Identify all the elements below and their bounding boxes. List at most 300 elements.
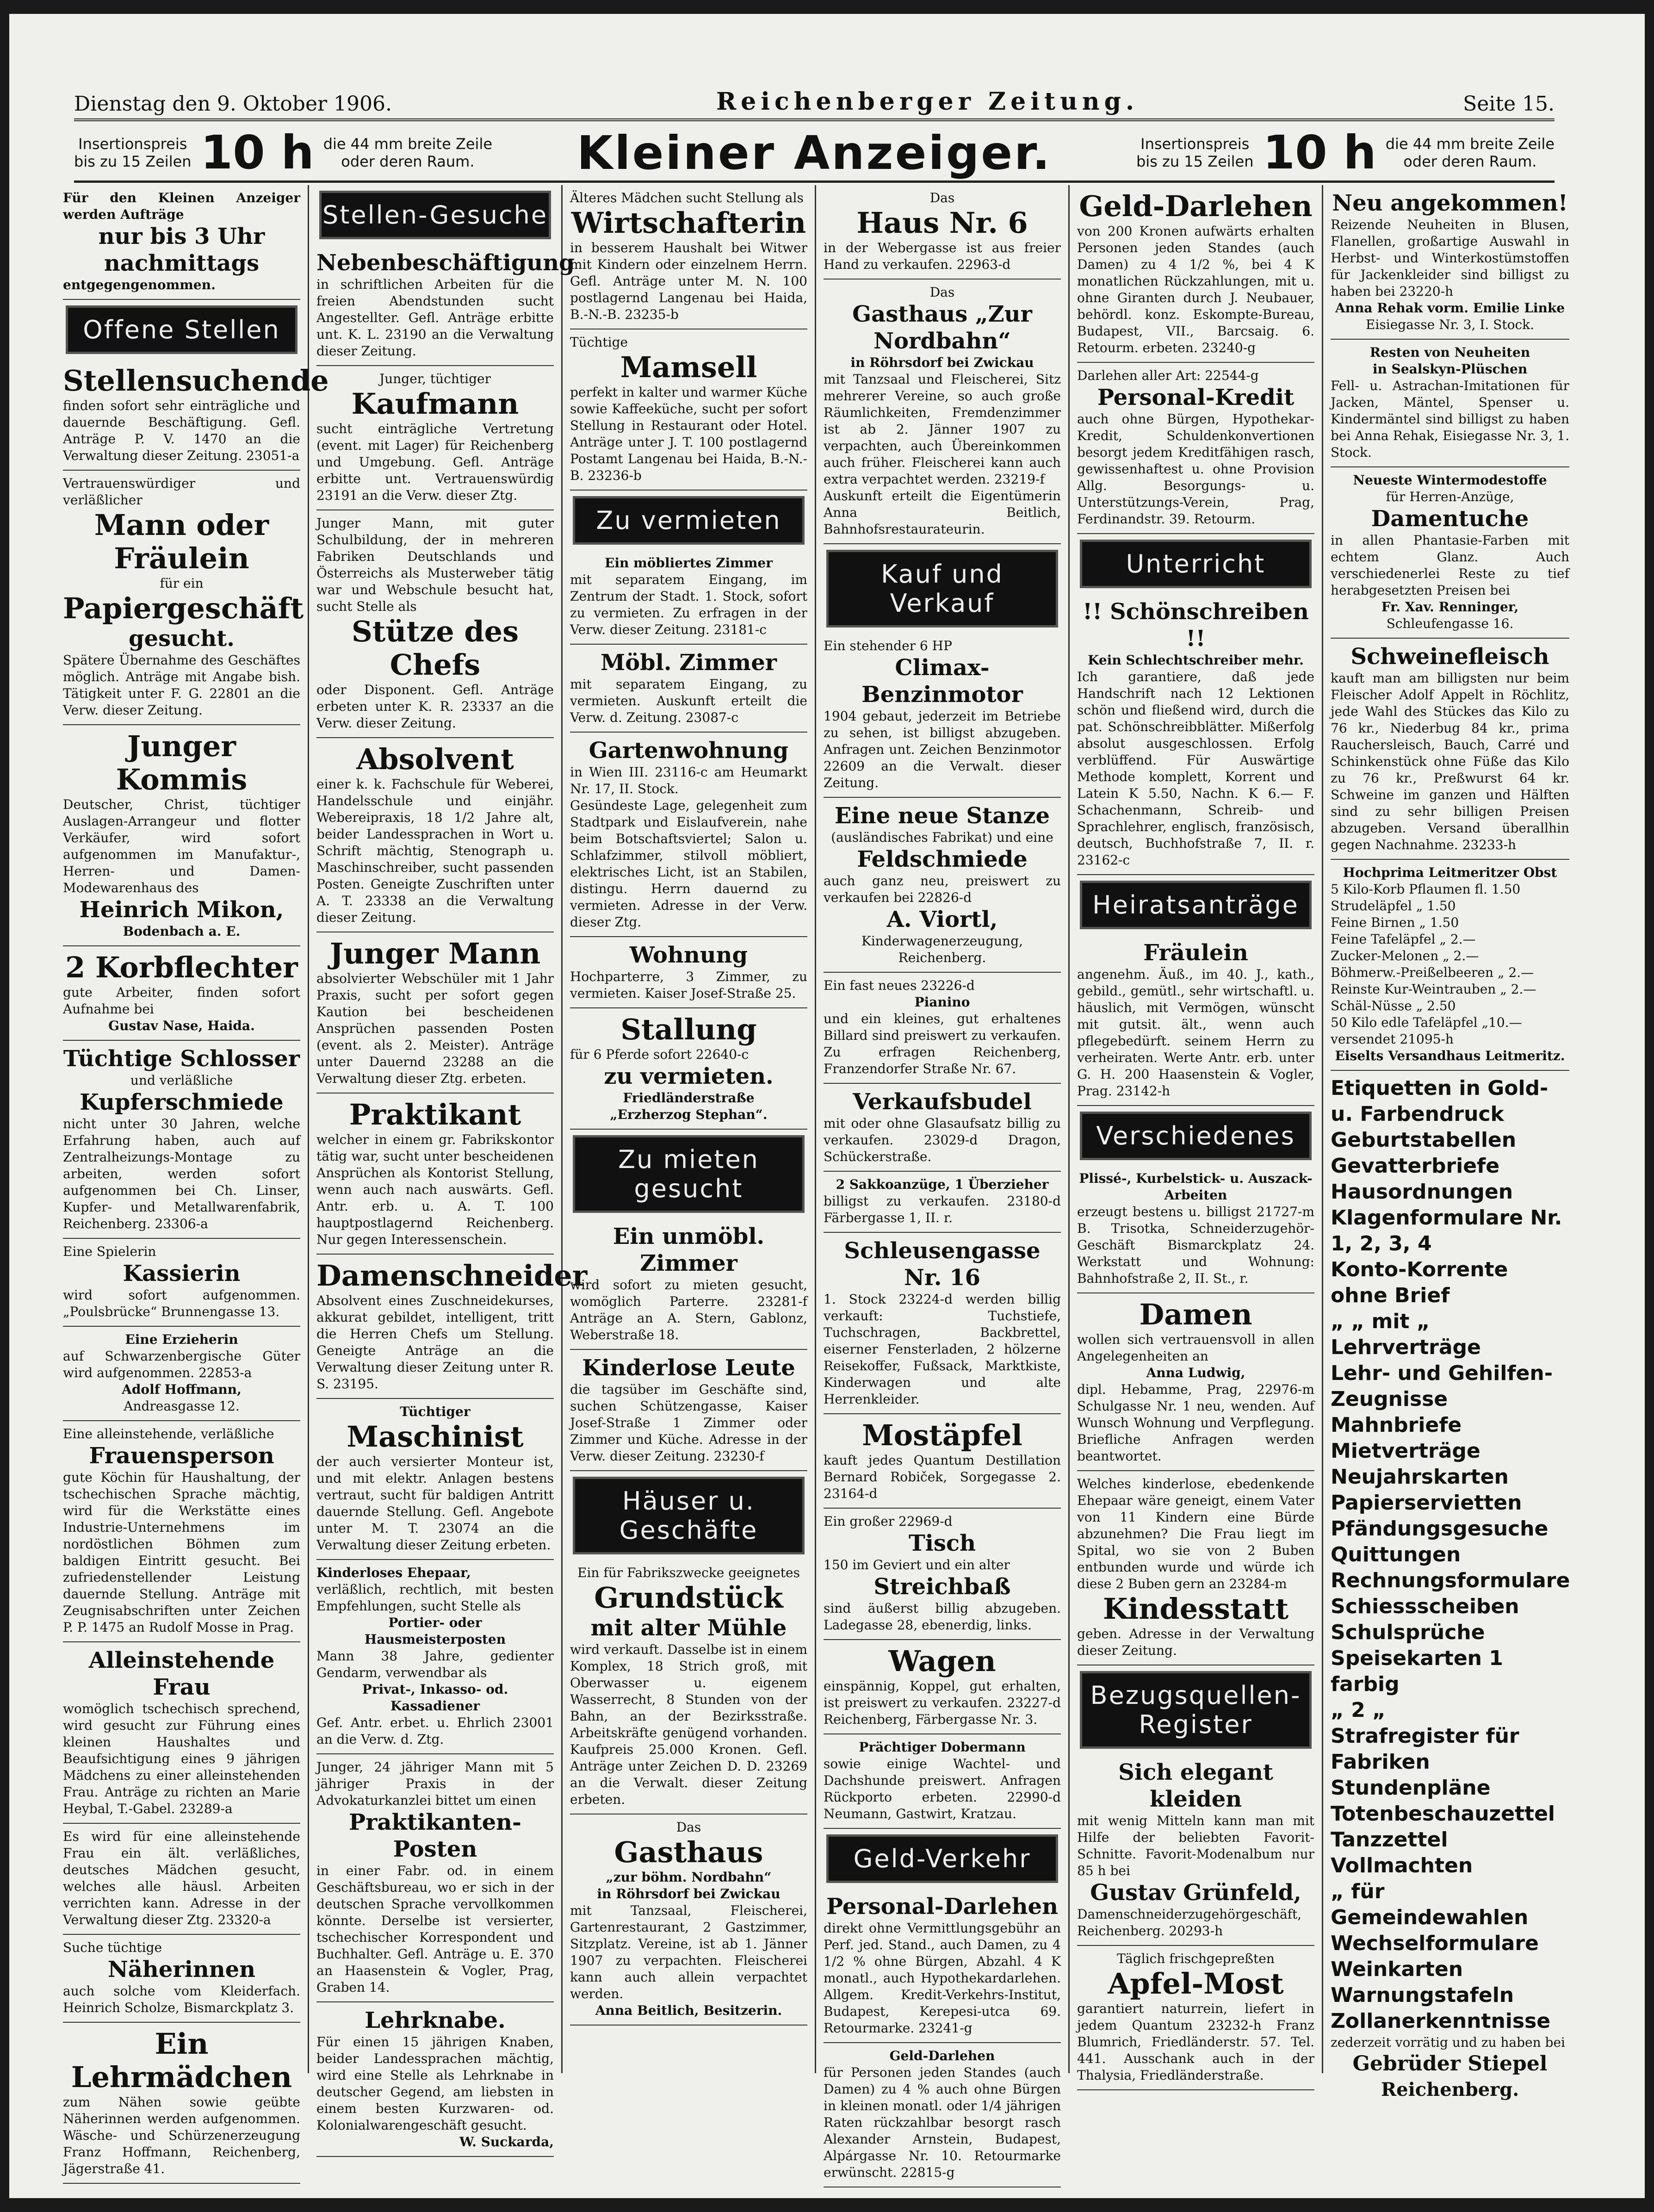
ad-text: der auch versierter Monteur ist, und mit elektr. Anlagen bestens vertraut, sucht für baldigen Antritt dauernde Stellung. Gefl. Angebote unter M. T. 23074 an die Verwaltung dieser Zeitung erbeten. bbox=[316, 1454, 554, 1553]
ad-text: gute Arbeiter, finden sofort Aufnahme bei bbox=[63, 985, 300, 1017]
list-item: Papierservietten bbox=[1331, 1491, 1522, 1515]
ad-text: verläßlich, rechtlich, mit besten Empfehlungen, sucht Stelle als bbox=[316, 1582, 554, 1614]
ad-schleusengasse bbox=[824, 1233, 1061, 1414]
ad-firm: A. Viortl, bbox=[886, 907, 998, 932]
ad-gasthaus-nordbahn bbox=[824, 280, 1061, 544]
ad-tisch bbox=[824, 1509, 1061, 1640]
list-item: Weinkarten bbox=[1331, 1957, 1463, 1981]
price-label: Insertionspreis bbox=[1140, 135, 1250, 153]
list-item: Totenbeschauzettel bbox=[1331, 1802, 1555, 1826]
ad-text: für 6 Pferde sofort 22640-c bbox=[570, 1047, 749, 1062]
ad-text: von 200 Kronen aufwärts erhalten Personen jeden Standes (auch Damen) zu 4 1/2 %, bei 4 K monatlichen Rückzahlungen, mit u. ohne Giranten durch J. Neubauer, behördl. konz. Eskompte-Bureau, Budapest, VII., Barcsaig. 6. Retourm. erbeten. 23240-g bbox=[1077, 224, 1314, 355]
ad-kinderlose-leute bbox=[570, 1350, 807, 1471]
ad-text: wird sofort aufgenommen. „Poulsbrücke“ Brunnengasse 13. bbox=[63, 1287, 300, 1319]
column-1 bbox=[56, 185, 329, 2176]
ad-firm: „Erzherzog Stephan“. bbox=[610, 1107, 768, 1122]
ad-headline: 2 Sakkoanzüge, 1 Überzieher bbox=[836, 1177, 1049, 1192]
ad-headline: Junger Mann bbox=[329, 937, 541, 970]
ad-headline: Fräulein bbox=[1143, 940, 1248, 966]
ad-headline: Plissé-, Kurbelstick- u. Auszack-Arbeiten bbox=[1079, 1171, 1313, 1203]
ad-kassierin bbox=[63, 1239, 300, 1327]
ad-headline: Prächtiger Dobermann bbox=[859, 1740, 1026, 1755]
ad-text: oder Disponent. Gefl. Anträge erbeten unter K. R. 23337 an die Verw. dieser Zeitung. bbox=[316, 682, 554, 731]
ad-text: Eine alleinstehende, verläßliche bbox=[63, 1426, 274, 1442]
ad-headline: in Sealskyn-Plüschen bbox=[1372, 361, 1528, 377]
ad-benzinmotor bbox=[824, 633, 1061, 798]
ad-frauensperson bbox=[63, 1421, 300, 1642]
ad-fraeulein bbox=[1077, 935, 1314, 1106]
ad-text: Tüchtige bbox=[570, 335, 628, 350]
price-item: Reinste Kur-Weintrauben „ 2.— bbox=[1331, 982, 1536, 997]
ad-headline: Personal-Kredit bbox=[1097, 385, 1295, 410]
price-item: Zucker-Melonen „ 2.— bbox=[1331, 948, 1479, 963]
ad-text: wird verkauft. Dasselbe ist in einem Komplex, 18 Strich groß, mit Oberwasser u. eigenem Wasserrecht, 8 Stunden von der Bahn, an der Bezirksstraße. Arbeitskräfte genügend vorhanden. Kaufpreis 25.000 Kronen. Gefl. Anträge unter Zeichen D. D. 23269 an die Verwalt. dieser Zeitung erbeten. bbox=[570, 1642, 807, 1807]
price-amount: 10 h bbox=[1263, 125, 1376, 180]
ad-street: Schleufengasse 16. bbox=[1386, 616, 1514, 631]
list-item: „ 2 „ bbox=[1331, 1698, 1386, 1722]
price-limit: bis zu 15 Zeilen bbox=[1136, 153, 1254, 170]
ad-text: Es wird für eine alleinstehende Frau ein ält. verläßliches, deutsches Mädchen gesucht, welches alle häusl. Arbeiten verrichten kann. Adresse in der Verwaltung dieser Ztg. 23320-a bbox=[63, 1829, 300, 1927]
ad-headline: Frauensperson bbox=[89, 1443, 274, 1469]
list-item: Mahnbriefe bbox=[1331, 1413, 1462, 1437]
list-item: Stundenpläne bbox=[1331, 1776, 1491, 1800]
list-item: Konto-Korrente ohne Brief bbox=[1331, 1258, 1508, 1307]
ad-text: und verläßliche bbox=[130, 1073, 233, 1088]
list-item: Vollmachten bbox=[1331, 1854, 1473, 1877]
ad-text: Junger, tüchtiger bbox=[379, 371, 491, 386]
ad-text: Älteres Mädchen sucht Stellung als bbox=[570, 190, 804, 205]
ad-headline: Geld-Darlehen bbox=[1079, 189, 1313, 223]
ad-text: perfekt in kalter und warmer Küche sowie Kaffeeküche, sucht per sofort Stellung in Restaurant oder Hotel. Anträge unter J. T. 100 postlagernd Postamt Langenau bei Haida, B.-N.-B. 23236-b bbox=[570, 385, 807, 483]
list-item: Neujahrskarten bbox=[1331, 1465, 1509, 1489]
ad-firm: Fr. Xav. Renninger, bbox=[1381, 599, 1519, 615]
ad-text: in Wien III. 23116-c am Heumarkt Nr. 17, II. Stock. bbox=[570, 764, 807, 796]
ad-headline: Absolvent bbox=[356, 742, 514, 776]
ad-headline: Kinderlose Leute bbox=[582, 1355, 795, 1381]
ad-street: Eisiegasse Nr. 3, I. Stock. bbox=[1365, 317, 1535, 332]
ad-headline: Nebenbeschäftigung bbox=[316, 250, 575, 276]
ad-junger-kommis bbox=[63, 725, 300, 946]
ad-headline: Gartenwohnung bbox=[589, 738, 789, 764]
ad-firm: Anna Beitlich, Besitzerin. bbox=[595, 2003, 782, 2018]
ad-stallung bbox=[570, 1008, 807, 1130]
section-header-stellen-gesuche: Stellen-Gesuche bbox=[319, 191, 551, 239]
ad-headline: Wohnung bbox=[629, 942, 748, 968]
ad-headline: Neueste Wintermodestoffe bbox=[1353, 472, 1547, 488]
ad-text: mit Tanzsaal, Fleischerei, Gartenrestaurant, 2 Gastzimmer, Sitzplatz. Vereine, ist ab 1. Jänner 1907 zu verpachten. Fleischerei kann auch allein verpachtet werden. bbox=[570, 1903, 807, 2001]
ad-text: mit Tanzsaal und Fleischerei, Sitz mehrerer Vereine, so auch große Räumlichkeiten, Fremdenzimmer ist ab 2. Jänner 1907 zu verpachten, auch Übereinkommen auch früher. Fleischerei kann auch extra verpachtet werden. 23219-f bbox=[824, 372, 1061, 487]
ad-damen bbox=[1077, 1293, 1314, 1471]
section-header-zu-vermieten: Zu vermieten bbox=[573, 496, 805, 545]
ad-headline: Schleusengasse Nr. 16 bbox=[844, 1238, 1041, 1291]
price-item: 50 Kilo edle Tafeläpfel „10.— bbox=[1331, 1015, 1522, 1030]
price-item: Feine Tafeläpfel „ 2.— bbox=[1331, 932, 1476, 947]
ad-text: 1. Stock 23224-d werden billig verkauft: Tuchstiefe, Tuchschragen, Backbrettel, eiserner Fensterladen, 2 hölzerne Reisekoffer, Fußsack, Marktkiste, Kinderwagen und alte Herrenkleider. bbox=[824, 1292, 1061, 1407]
ad-headline: Näherinnen bbox=[107, 1957, 256, 1982]
ad-apfel-most bbox=[1077, 1946, 1314, 2090]
ad-moebliertes-zimmer bbox=[570, 550, 807, 645]
ad-text: Eine Spielerin bbox=[63, 1244, 156, 1259]
price-unit: die 44 mm breite Zeile bbox=[1385, 135, 1555, 153]
ad-text: finden sofort sehr einträgliche und dauernde Beschäftigung. Gefl. Anträge P. V. 1470 an die Verwaltung dieser Zeitung. 23051-a bbox=[63, 398, 300, 463]
insertion-price-right bbox=[1136, 125, 1555, 180]
price-item: 5 Kilo-Korb Pflaumen fl. 1.50 bbox=[1331, 882, 1521, 897]
list-item: Zollanerkenntnisse bbox=[1331, 2009, 1551, 2033]
list-item: Wechselformulare bbox=[1331, 1932, 1539, 1955]
ad-kindesstatt bbox=[1077, 1471, 1314, 1665]
ad-erzieherin bbox=[63, 1327, 300, 1421]
ad-personal-darlehen bbox=[824, 1889, 1061, 2043]
ad-headline: Damenschneider bbox=[316, 1259, 588, 1292]
ad-gasthaus bbox=[570, 1814, 807, 2026]
ad-text: kauft man am billigsten nur beim Fleischer Adolf Appelt in Röchlitz, jede Wahl des Stückes das Kilo zu 76 kr., Niederbug 84 kr., prima Rauchersleisch, Bauch, Carré und Schinkenstück ohne Füße das Kilo zu 76 kr., Preßwurst 64 kr. Schweine im ganzen und Hälften sind zu sehr billigen Preisen abzugeben. Versand überallhin gegen Nachnahme. 23233-h bbox=[1331, 671, 1569, 852]
ad-text: Das bbox=[929, 190, 955, 205]
ad-text: einspännig, Koppel, gut erhalten, ist preiswert zu verkaufen. 23227-d Reichenberg, Färbergasse Nr. 3. bbox=[824, 1678, 1061, 1727]
ad-praktikant bbox=[316, 1094, 554, 1255]
ad-headline: Tisch bbox=[908, 1530, 976, 1556]
ad-text: Suche tüchtige bbox=[63, 1940, 162, 1955]
ad-text: Ein großer 22969-d bbox=[824, 1514, 953, 1529]
ad-headline: !! Schönschreiben !! bbox=[1083, 599, 1309, 652]
ad-headline: Tüchtige Schlosser bbox=[63, 1046, 300, 1072]
price-unit-2: oder deren Raum. bbox=[1403, 153, 1537, 170]
ad-text: Das bbox=[929, 285, 955, 300]
ad-columns bbox=[56, 185, 1578, 2180]
ad-text: garantiert naturrein, liefert in jedem Quantum 23232-h Franz Blumrich, Friedländerstr. 57. Tel. 441. Ausschank auch in der Thalysia, Friedländerstraße. bbox=[1077, 2001, 1314, 2083]
ad-korbflechter bbox=[63, 946, 300, 1041]
ad-city: Reichenberg. bbox=[1381, 2079, 1519, 2100]
list-item: „ für Gemeindewahlen bbox=[1331, 1880, 1529, 1929]
ad-papiergeschaeft bbox=[63, 471, 304, 725]
ad-firm: Kinderwagenerzeugung, Reichenberg. bbox=[861, 933, 1023, 965]
ad-headline: Apfel-Most bbox=[1108, 1967, 1284, 2001]
ad-text: für ein bbox=[160, 576, 204, 591]
ad-headline: Feldschmiede bbox=[857, 846, 1028, 872]
ad-text: absolvierter Webschüler mit 1 Jahr Praxis, sucht per sofort gegen Kaution bei bescheidenen Ansprüchen passenden Posten (event. als 2. Meister). Anträge unter Dauernd 23288 an die Verwaltung dieser Ztg. erbeten. bbox=[316, 971, 554, 1086]
ad-city: Bodenbach a. E. bbox=[123, 924, 241, 939]
ad-text: mit oder ohne Glasaufsatz billig zu verkaufen. 23029-d Dragon, Schückerstraße. bbox=[824, 1116, 1061, 1164]
price-unit-2: oder deren Raum. bbox=[341, 153, 475, 170]
ad-city: in Röhrsdorf bei Zwickau bbox=[597, 1886, 781, 1901]
ad-text: womöglich tschechisch sprechend, wird gesucht zur Führung eines kleinen Haushaltes und Beaufsichtigung eines 9 jährigen Mädchens zu einer alleinstehenden Frau. Anträge zu richten an Marie Heybal, T.-Gabel. 23289-a bbox=[63, 1701, 300, 1816]
list-item: Strafregister für Fabriken bbox=[1331, 1724, 1519, 1774]
ad-wohnung bbox=[570, 937, 807, 1008]
list-item: Etiquetten in Gold- u. Farbendruck bbox=[1331, 1076, 1549, 1126]
ad-headline: Hochprima Leitmeritzer Obst bbox=[1343, 865, 1557, 880]
ad-firm: „zur böhm. Nordbahn“ bbox=[606, 1870, 772, 1885]
list-item: Rechnungsformulare bbox=[1331, 1569, 1570, 1592]
ad-text: auch solche vom Kleiderfach. Heinrich Scholze, Bismarckplatz 3. bbox=[63, 1983, 300, 2015]
list-item: Schiessscheiben bbox=[1331, 1595, 1519, 1618]
deadline-notice bbox=[63, 185, 300, 300]
list-item: „ „ mit „ bbox=[1331, 1310, 1430, 1333]
section-header-kauf-und-verkauf: Kauf und Verkauf bbox=[826, 550, 1058, 628]
list-item: Speisekarten 1 farbig bbox=[1331, 1647, 1503, 1696]
ad-firm: Adolf Hoffmann, bbox=[122, 1382, 242, 1397]
ad-headline: Stellensuchende bbox=[63, 364, 329, 398]
ad-text: Fell- u. Astrachan-Imitationen für Jacken, Mäntel, Spenser u. Kindermäntel sind billigst zu haben bei Anna Rehak, Eisiegasse Nr. 3, 1. Stock. bbox=[1331, 378, 1569, 460]
ad-damenschneider bbox=[316, 1255, 588, 1399]
ad-headline: Praktikanten-Posten bbox=[349, 1809, 521, 1862]
ad-text: Spätere Übernahme des Geschäftes möglich. Anträge mit Angabe bish. Tätigkeit unter F. G. 22801 an die Verw. dieser Zeitung. bbox=[63, 652, 300, 718]
ad-text: auch ganz neu, preiswert zu verkaufen bei 22826-d bbox=[824, 873, 1061, 905]
ad-text: in einer Fabr. od. in einem Geschäftsbureau, wo er sich in der deutschen Sprache vervollkommen könnte. Derselbe ist versierter, tschechischer Korrespondent und Buchhalter. Gefl. Anträge u. E. 370 an Haasenstein & Vogler, Prag, Graben 14. bbox=[316, 1863, 554, 1995]
ad-headline: Gasthaus bbox=[614, 1835, 763, 1869]
ad-lehrmaedchen bbox=[63, 2023, 300, 2184]
price-unit: die 44 mm breite Zeile bbox=[323, 135, 493, 153]
ad-alleinstehende-frau bbox=[63, 1642, 300, 1824]
ad-elegant-kleiden bbox=[1077, 1754, 1314, 1946]
price-item: Feine Birnen „ 1.50 bbox=[1331, 915, 1459, 930]
ad-stanze bbox=[824, 798, 1061, 973]
ad-sakkoanzuege bbox=[824, 1172, 1061, 1233]
ad-headline: Kassierin bbox=[123, 1261, 241, 1286]
ad-text: auf Schwarzenbergische Güter wird aufgenommen. 22853-a bbox=[63, 1348, 300, 1380]
section-header-bezugsquellen: Bezugsquellen-Register bbox=[1080, 1671, 1312, 1749]
list-item: Pfändungsgesuche bbox=[1331, 1517, 1549, 1541]
ad-headline: Sich elegant kleiden bbox=[1118, 1759, 1273, 1812]
ad-text: (ausländisches Fabrikat) und eine bbox=[831, 830, 1053, 845]
ad-mostaepfel bbox=[824, 1414, 1061, 1509]
ad-text: Hochparterre, 3 Zimmer, zu vermieten. Kaiser Josef-Straße 25. bbox=[570, 969, 807, 1001]
ad-text: sucht einträgliche Vertretung (event. mit Lager) für Reichenberg und Umgebung. Gefl. Anträge erbitte unt. Vertrauenswürdig 23191 an die Verw. dieser Ztg. bbox=[316, 421, 554, 503]
ad-text: Ich garantiere, daß jede Handschrift nach 12 Lektionen schön und fließend wird, durch die pat. Schönschreibblätter. Mißerfolg absolut ausgeschlossen. Erfolg verblüffend. Für Auswärtige Methode komplett, Korrent und Latein K 5.50, Nachn. K 6.— F. Schachenmann, Schreib- und Sprachlehrer, englisch, französisch, deutsch, Buchhofstraße 7, II. r. 23162-c bbox=[1077, 669, 1314, 868]
section-title: Kleiner Anzeiger. bbox=[576, 125, 1052, 180]
ad-text: nicht unter 30 Jahren, welche Erfahrung haben, auch auf Zentralheizungs-Montage zu arbeiten, werden sofort aufgenommen bei Ch. Linser, Kupfer- und Metallwarenfabrik, Reichenberg. 23306-a bbox=[63, 1116, 300, 1231]
ad-haus-nr-6 bbox=[824, 185, 1061, 280]
ad-headline: Schweinefleisch bbox=[1350, 644, 1549, 670]
ad-headline: Möbl. Zimmer bbox=[600, 650, 777, 676]
ad-naeherinnen bbox=[63, 1935, 300, 2023]
column-2 bbox=[309, 185, 588, 2150]
classified-banner bbox=[74, 125, 1555, 183]
ad-text: kauft jedes Quantum Destillation Bernard Robiček, Sorgegasse 2. 23164-d bbox=[824, 1453, 1061, 1501]
ad-subheadline: gesucht. bbox=[128, 626, 235, 652]
ad-text: welcher in einem gr. Fabrikskontor tätig war, sucht unter bescheidenen Ansprüchen als Kontorist Stellung, wenn auch nach auswärts. Gefl. Antr. erb. u. A. T. 100 hauptpostlagernd Reichenberg. Nur gegen Interessenschein. bbox=[316, 1132, 554, 1247]
column-3 bbox=[563, 185, 816, 2073]
ad-wagen bbox=[824, 1640, 1061, 1734]
ad-firm: Auskunft erteilt die Eigentümerin Anna Beitlich, Bahnhofsrestaurateurin. bbox=[824, 488, 1061, 537]
ad-headline: Personal-Darlehen bbox=[826, 1894, 1058, 1920]
list-item: Lehr- und Gehilfen-Zeugnisse bbox=[1331, 1361, 1553, 1411]
ad-text: die tagsüber im Geschäfte sind, suchen Schützengasse, Kaiser Josef-Straße 1 Zimmer oder Zimmer und Küche. Adresse in der Verw. dieser Zeitung. 23230-f bbox=[570, 1382, 807, 1464]
list-item: Warnungstafeln bbox=[1331, 1983, 1514, 2007]
column-4 bbox=[816, 185, 1070, 2180]
ad-text: einer k. k. Fachschule für Weberei, Handelsschule und einjähr. Webereipraxis, 18 1/2 Jahre alt, beider Landessprachen in Wort u. Schrift mächtig, Stenograph u. Maschinschreiber, sucht passenden Posten. Geneigte Zuschriften unter A. T. 23338 an die Verwaltung dieser Zeitung. bbox=[316, 777, 554, 925]
ad-firm: Gustav Grünfeld, bbox=[1090, 1880, 1301, 1906]
forms-list bbox=[1331, 1071, 1569, 2108]
ad-headline: Pianino bbox=[914, 994, 970, 1010]
ad-text: Ein für Fabrikszwecke geeignetes bbox=[577, 1565, 800, 1580]
price-item: Strudeläpfel „ 1.50 bbox=[1331, 898, 1456, 913]
list-item: Quittungen bbox=[1331, 1543, 1461, 1566]
ad-text: sowie einige Wachtel- und Dachshunde preiswert. Anfragen Rückporto erbeten. 22990-d Neumann, Gastwirt, Kratzau. bbox=[824, 1756, 1061, 1821]
price-item: Schäl-Nüsse „ 2.50 bbox=[1331, 998, 1456, 1013]
ad-lehrknabe bbox=[316, 2002, 554, 2157]
ad-text: sind äußerst billig abzugeben. Ladegasse 28, ebenerdig, links. bbox=[824, 1601, 1061, 1633]
list-item: Klagenformulare Nr. 1, 2, 3, 4 bbox=[1331, 1206, 1562, 1255]
ad-text: Täglich frischgepreßten bbox=[1117, 1951, 1275, 1966]
ad-headline: Kupferschmiede bbox=[80, 1089, 284, 1115]
newspaper-title: Reichenberger Zeitung. bbox=[716, 87, 1139, 116]
price-item: Böhmerw.-Preißelbeeren „ 2.— bbox=[1331, 965, 1534, 980]
ad-firm: Anna Ludwig, bbox=[1146, 1365, 1245, 1380]
section-header-verschiedenes: Verschiedenes bbox=[1080, 1112, 1312, 1160]
ad-headline: Wagen bbox=[888, 1644, 996, 1678]
ad-street: Andreasgasse 12. bbox=[124, 1398, 240, 1414]
ad-text: direkt ohne Vermittlungsgebühr an Perf. jed. Stand., auch Damen, zu 4 1/2 % ohne Bürgen, Abzahl. 4 K monatl., auch Hypothekardarlehen. Allgem. Kredit-Verkehrs-Institut, Budapest, Kerepesi-utca 69. Retourmarke. 23241-g bbox=[824, 1920, 1061, 2036]
ad-headline: Damen bbox=[1139, 1298, 1252, 1331]
ad-schlosser bbox=[63, 1041, 300, 1239]
ad-headline: mit alter Mühle bbox=[590, 1615, 787, 1641]
ad-praktikanten-posten bbox=[316, 1754, 554, 2002]
list-item: Lehrverträge bbox=[1331, 1336, 1481, 1359]
ad-nebenbeschaeftigung bbox=[316, 245, 575, 366]
ad-text: billigst zu verkaufen. 23180-d Färbergasse 1, II. r. bbox=[824, 1193, 1061, 1225]
ad-text: geben. Adresse in der Verwaltung dieser Zeitung. bbox=[1077, 1626, 1314, 1658]
ad-text: mit separatem Eingang, zu vermieten. Auskunft erteilt die Verw. d. Zeitung. 23087-c bbox=[570, 677, 807, 725]
ad-text: in schriftlichen Arbeiten für die freien Abendstunden sucht Angestellter. Gefl. Anträge erbitte unt. K. L. 23190 an die Verwaltung dieser Zeitung. bbox=[316, 277, 554, 359]
section-header-zu-mieten-gesucht: Zu mieten gesucht bbox=[573, 1135, 805, 1213]
ad-street: Friedländerstraße bbox=[623, 1090, 755, 1106]
ad-firm: Gustav Nase, Haida. bbox=[108, 1018, 255, 1033]
ad-text: wird sofort zu mieten gesucht, womöglich Parterre. 23281-f Anträge an A. Stern, Gablonz, Weberstraße 18. bbox=[570, 1277, 807, 1342]
ad-headline: Ein möbliertes Zimmer bbox=[605, 555, 773, 571]
ad-text: erzeugt bestens u. billigst 21727-m B. Trisotka, Schneiderzugehör-Geschäft Bismarckplatz 24. Werkstatt und Wohnung: Bahnhofstraße 2, II. St., r. bbox=[1077, 1204, 1314, 1286]
page-number: Seite 15. bbox=[1463, 92, 1555, 116]
ad-headline: Streichbaß bbox=[873, 1574, 1011, 1600]
column-6 bbox=[1323, 185, 1577, 2100]
ad-text: Damenschneiderzugehörgeschäft, Reichenberg. 20293-h bbox=[1077, 1907, 1302, 1939]
ad-headline: Eine neue Stanze bbox=[834, 803, 1050, 829]
ad-subheadline: Kein Schlechtschreiber mehr. bbox=[1088, 652, 1304, 668]
ad-text: 150 im Geviert und ein alter bbox=[824, 1557, 1010, 1572]
ad-unmoebl-zimmer bbox=[570, 1218, 807, 1350]
ad-firm: Gebrüder Stiepel bbox=[1352, 2052, 1548, 2075]
column-5 bbox=[1070, 185, 1323, 2083]
ad-headline: Kindesstatt bbox=[1103, 1592, 1289, 1626]
ad-text: versendet 21095-h bbox=[1331, 1031, 1454, 1047]
notice-headline: nur bis 3 Uhr nachmittags bbox=[98, 224, 265, 276]
ad-absolvent bbox=[316, 738, 554, 932]
ad-text: Deutscher, Christ, tüchtiger Auslagen-Arrangeur und flotter Verkäufer, wird sofort aufgenommen im Manufaktur-, Herren- und Damen-Modewarenhaus des bbox=[63, 797, 300, 895]
ad-headline: Gasthaus „Zur Nordbahn“ bbox=[852, 301, 1032, 354]
ad-headline: Mann oder Fräulein bbox=[94, 508, 269, 575]
ad-headline: Wirtschafterin bbox=[571, 206, 806, 240]
ad-text: Vertrauenswürdiger und verläßlicher bbox=[63, 476, 300, 508]
ad-ehepaar bbox=[316, 1560, 554, 1754]
section-header-heiratsantraege: Heiratsanträge bbox=[1080, 881, 1312, 929]
price-limit: bis zu 15 Zeilen bbox=[74, 153, 192, 170]
ad-text: und ein kleines, gut erhaltenes Billard sind preiswert zu verkaufen. Zu erfragen Reichenberg, Franzendorfer Straße Nr. 67. bbox=[824, 1011, 1061, 1076]
ad-resten bbox=[1331, 340, 1569, 467]
ad-firm: Eiselts Versandhaus Leitmeritz. bbox=[1335, 1048, 1565, 1063]
list-item: Tanzzettel bbox=[1331, 1828, 1448, 1852]
ad-maschinist bbox=[316, 1399, 554, 1560]
ad-gartenwohnung bbox=[570, 733, 807, 937]
ad-headline: Lehrknabe. bbox=[365, 2007, 506, 2033]
ad-text: 1904 gebaut, jederzeit im Betriebe zu sehen, ist billigst abzugeben. Anfragen unt. Zeichen Benzinmotor 22609 an die Verwalt. dieser Zeitung. bbox=[824, 708, 1061, 790]
ad-text: in besserem Haushalt bei Witwer mit Kindern oder einzelnem Herrn. Gefl. Anträge unter M. N. 100 postlagernd Langenau bei Haida, B.-N.-B. 23235-b bbox=[570, 240, 807, 322]
ad-text: mit separatem Eingang, im Zentrum der Stadt. 1. Stock, sofort zu vermieten. Zu erfragen in der Verw. dieser Zeitung. 23181-c bbox=[570, 572, 807, 637]
ad-headline: Mamsell bbox=[620, 350, 757, 384]
ad-text: wollen sich vertrauensvoll in allen Angelegenheiten an bbox=[1077, 1332, 1314, 1364]
section-header-haeuser-geschaefte: Häuser u. Geschäfte bbox=[573, 1477, 805, 1554]
section-header-offene-stellen: Offene Stellen bbox=[66, 305, 297, 354]
ad-headline: Alleinstehende Frau bbox=[88, 1647, 275, 1700]
ad-stellensuchende bbox=[63, 360, 329, 471]
ad-text: Ein stehender 6 HP bbox=[824, 638, 952, 653]
ad-headline: Privat-, Inkasso- od. Kassadiener bbox=[362, 1682, 508, 1714]
insertion-price-left bbox=[74, 125, 493, 180]
ad-grundstueck bbox=[570, 1560, 807, 1814]
section-header-geld-verkehr: Geld-Verkehr bbox=[826, 1834, 1058, 1883]
ad-kaufmann bbox=[316, 366, 554, 510]
ad-text: Darlehen aller Art: 22544-g bbox=[1077, 368, 1259, 383]
ad-headline: Ein Lehrmädchen bbox=[71, 2027, 292, 2094]
ad-wirtschafterin bbox=[570, 185, 807, 329]
ad-headline: Portier- oder Hausmeisterposten bbox=[364, 1615, 506, 1647]
ad-text: Tüchtiger bbox=[400, 1404, 471, 1419]
ad-verkaufsbudel bbox=[824, 1084, 1061, 1172]
ad-text: Gesündeste Lage, gelegenheit zum Stadtpark und Eislaufverein, nahe beim Botschaftsviertel; Salon u. Schlafzimmer, stilvoll möbliert, elektrisches Licht, ist an Stabilen, distingu. Herrn dauernd zu vermieten. Adresse in der Verw. dieser Ztg. bbox=[570, 798, 807, 930]
ad-text: für Herren-Anzüge, bbox=[1386, 489, 1514, 504]
ad-text: Junger, 24 jähriger Mann mit 5 jähriger Praxis in der Advokaturkanzlei bittet um einen bbox=[316, 1759, 554, 1808]
ad-stuetze-des-chefs bbox=[316, 510, 554, 738]
ad-text: Reizende Neuheiten in Blusen, Flanellen, großartige Auswahl in Herbst- und Winterkostümstoffen für Jackenkleider sind billigst zu haben bei 23220-h bbox=[1331, 217, 1569, 299]
ad-headline: Neu angekommen! bbox=[1332, 190, 1568, 216]
page-header bbox=[74, 83, 1555, 121]
newspaper-page bbox=[9, 14, 1645, 2198]
ad-dobermann bbox=[824, 1734, 1061, 1829]
ad-headline: Grundstück bbox=[594, 1581, 783, 1615]
ad-text: Welches kinderlose, ebedenkende Ehepaar wäre geneigt, einem Vater von 11 Kindern eine Bürde abzunehmen? Die Frau liegt im Spital, wo sie von 2 Buben entbunden wurde und würde ich diese 2 Buben gern an 23284-m bbox=[1077, 1476, 1314, 1591]
ad-headline: Stütze des Chefs bbox=[351, 615, 519, 682]
list-item: Geburtstabellen bbox=[1331, 1128, 1517, 1152]
ad-headline: Geld-Darlehen bbox=[889, 2048, 995, 2063]
ad-geld-darlehen bbox=[1077, 185, 1314, 363]
price-label: Insertionspreis bbox=[78, 135, 187, 153]
ad-schoenschreiben bbox=[1077, 594, 1314, 875]
ad-text: angenehm. Äuß., im 40. J., kath., gebild., gemütl., sehr wirtschaftl. u. häuslich, mit Vermögen, wünscht mit gutsit. ält., wenn auch pflegebedürft. seinem Herrn zu verheiraten. Werte Antr. erb. unter G. H. 200 Haasenstein & Vogler, Prag. 23142-h bbox=[1077, 967, 1314, 1099]
ad-headline: Climax-Benzinmotor bbox=[861, 655, 1023, 708]
ad-text: in allen Phantasie-Farben mit echtem Glanz. Auch verschiedenerlei Reste zu tief herabgesetzten Preisen bei bbox=[1331, 533, 1569, 598]
ad-schweinefleisch bbox=[1331, 639, 1569, 860]
ad-personal-kredit bbox=[1077, 363, 1314, 534]
ad-headline: Damentuche bbox=[1371, 506, 1529, 532]
ad-text: in der Webergasse ist aus freier Hand zu verkaufen. 22963-d bbox=[824, 240, 1061, 272]
ad-text: auch ohne Bürgen, Hypothekar-Kredit, Schuldenkonvertionen besorgt jedem Kreditfähigen rasch, gewissenhaftest u. ohne Provision Allg. Besorgungs- u. Unterstützungs-Verein, Prag, Ferdinandstr. 39. Retourm. bbox=[1077, 411, 1314, 527]
header-date: Dienstag den 9. Oktober 1906. bbox=[74, 92, 392, 116]
ad-headline: Junger Kommis bbox=[116, 729, 248, 796]
ad-headline: Ein unmöbl. Zimmer bbox=[613, 1224, 765, 1276]
list-item: Mietverträge bbox=[1331, 1439, 1481, 1463]
notice-text: Für den Kleinen Anzeiger werden Aufträge bbox=[63, 190, 300, 222]
ad-headline: Kaufmann bbox=[351, 387, 519, 421]
ad-moebl-zimmer bbox=[570, 645, 807, 733]
list-item: Hausordnungen bbox=[1331, 1180, 1513, 1204]
ad-headline: Verkaufsbudel bbox=[853, 1089, 1032, 1115]
ad-text: Absolvent eines Zuschneidekurses, akkurat gebildet, intelligent, tritt die Herren Chefs um Stellung. Geneigte Anträge an die Verwaltung dieser Zeitung unter R. S. 23195. bbox=[316, 1293, 554, 1392]
ad-plisse bbox=[1077, 1166, 1314, 1293]
ad-mamsell bbox=[570, 329, 807, 491]
ad-headline: 2 Korbflechter bbox=[65, 951, 298, 984]
ad-text: Das bbox=[676, 1820, 701, 1835]
ad-leitmeritzer-obst bbox=[1331, 860, 1569, 1071]
ad-text: Kinderloses Ehepaar, bbox=[316, 1565, 471, 1580]
ad-neu-angekommen bbox=[1331, 185, 1569, 340]
ad-wintermodestoffe bbox=[1331, 467, 1569, 639]
